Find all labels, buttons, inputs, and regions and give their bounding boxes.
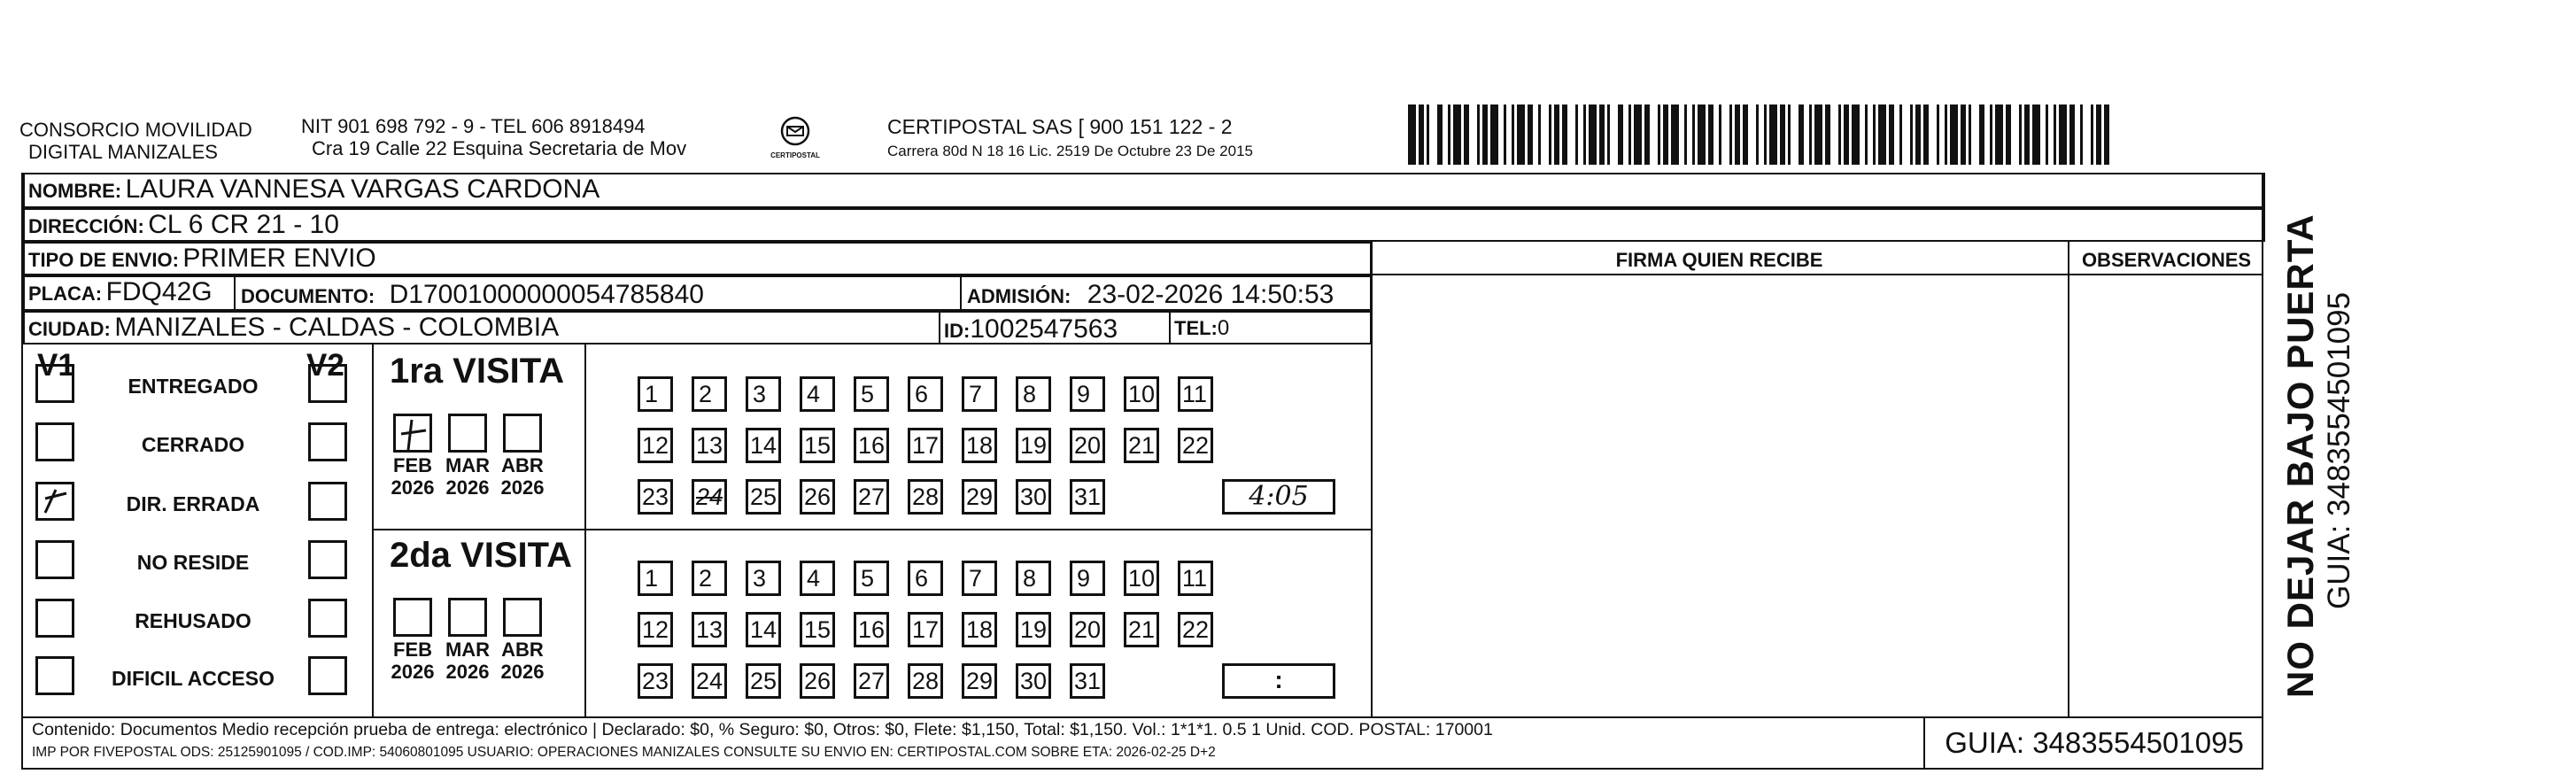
barcode-bar (2024, 104, 2030, 165)
visit1-day-box[interactable]: 27 (854, 479, 889, 515)
side-guia: GUIA: 3483554501095 (2322, 291, 2356, 609)
visit2-month-checkbox[interactable] (448, 598, 487, 637)
visit1-day-box[interactable]: 13 (692, 428, 727, 463)
visit2-day-box[interactable]: 18 (962, 612, 997, 647)
visit2-day-box[interactable]: 1 (638, 561, 673, 596)
visit2-day-box[interactable]: 16 (854, 612, 889, 647)
barcode-bar (2080, 104, 2083, 165)
barcode-bar (1814, 104, 1822, 165)
ciudad-label: CIUDAD: (28, 318, 111, 340)
v2-checkbox[interactable] (308, 599, 347, 638)
visit1-day-box[interactable]: 29 (962, 479, 997, 515)
visit2-day-box[interactable]: 11 (1178, 561, 1213, 596)
visit2-day-box[interactable]: 3 (746, 561, 781, 596)
barcode-bar (1437, 104, 1443, 165)
barcode-bar (1735, 104, 1740, 165)
visit1-month-checkbox[interactable] (448, 414, 487, 453)
barcode-bar (1729, 104, 1732, 165)
barcode-bar (2096, 104, 2101, 165)
barcode-bar (1995, 104, 2003, 165)
visit2-day-box[interactable]: 20 (1070, 612, 1105, 647)
nombre-row (23, 173, 2265, 208)
barcode-bar (1419, 104, 1424, 165)
visit2-month-name: FEB (393, 639, 432, 661)
barcode-bar (2006, 104, 2011, 165)
v2-checkbox[interactable] (308, 422, 347, 461)
admision-value: 23-02-2026 14:50:53 (1087, 280, 1334, 309)
v1-checkbox[interactable] (35, 422, 74, 461)
status-label: DIR. ERRADA (126, 492, 260, 515)
v2-checkbox[interactable] (308, 540, 347, 579)
visit2-month-name: MAR (445, 639, 491, 661)
id-field (944, 314, 1118, 344)
visit1-day-box[interactable]: 26 (800, 479, 835, 515)
visit1-day-box[interactable]: 11 (1178, 376, 1213, 412)
visit2-day-box[interactable]: 2 (692, 561, 727, 596)
v2-checkbox[interactable] (308, 364, 347, 403)
visit2-day-box[interactable]: 19 (1016, 612, 1051, 647)
check-mark-icon (38, 484, 73, 520)
v1-checkbox[interactable] (35, 656, 74, 695)
visit2-day-box[interactable]: 14 (746, 612, 781, 647)
barcode-bar (2046, 104, 2048, 165)
barcode-bar (1838, 104, 1841, 165)
barcode-bar (1945, 104, 1947, 165)
visit1-day-box[interactable]: 20 (1070, 428, 1105, 463)
visit2-day-box[interactable]: 30 (1016, 663, 1051, 699)
barcode-bar (1427, 104, 1429, 165)
visit2-month-checkbox[interactable] (503, 598, 542, 637)
visit2-day-box[interactable]: 17 (908, 612, 943, 647)
status-divider (372, 344, 374, 718)
barcode-bar (1910, 104, 1913, 165)
visit2-day-box[interactable]: 22 (1178, 612, 1213, 647)
company-name (19, 119, 252, 163)
logo-text: CERTIPOSTAL (770, 151, 820, 159)
firma-area[interactable] (1374, 277, 2066, 716)
documento-field (241, 280, 704, 310)
v1-checkbox[interactable] (35, 540, 74, 579)
barcode-bar (1799, 104, 1804, 165)
firma-label: FIRMA QUIEN RECIBE (1615, 249, 1823, 271)
visit2-day-box[interactable]: 23 (638, 663, 673, 699)
visit1-day-box[interactable]: 1 (638, 376, 673, 412)
barcode-bar (1599, 104, 1605, 165)
barcode-bar (1464, 104, 1469, 165)
barcode-bar (1979, 104, 1984, 165)
visit2-day-box[interactable]: 25 (746, 663, 781, 699)
visit2-day-box[interactable]: 13 (692, 612, 727, 647)
nombre-label: NOMBRE: (28, 180, 122, 202)
visit2-day-box[interactable]: 10 (1124, 561, 1159, 596)
status-label: ENTREGADO (128, 375, 259, 398)
visit2-day-box[interactable]: 9 (1070, 561, 1105, 596)
placa-divider (234, 275, 236, 311)
visit2-day-box[interactable]: 6 (908, 561, 943, 596)
observaciones-area[interactable] (2071, 277, 2262, 716)
barcode-bar (1453, 104, 1461, 165)
visit-divider (372, 529, 1372, 530)
barcode-bar (1769, 104, 1777, 165)
barcode (1408, 104, 2116, 165)
barcode-bar (1899, 104, 1902, 165)
visit1-day-box[interactable]: 4 (800, 376, 835, 412)
id-value: 1002547563 (970, 314, 1118, 344)
barcode-bar (1873, 104, 1876, 165)
barcode-bar (1825, 104, 1830, 165)
barcode-bar (1477, 104, 1480, 165)
visit2-day-box[interactable]: 12 (638, 612, 673, 647)
visit1-day-box[interactable]: 2 (692, 376, 727, 412)
tel-label: TEL: (1174, 317, 1218, 339)
visit1-day-box[interactable]: 7 (962, 376, 997, 412)
barcode-bar (1969, 104, 1971, 165)
visit2-day-box[interactable]: 21 (1124, 612, 1159, 647)
month-divider (584, 344, 586, 718)
visit1-day-box[interactable]: 17 (908, 428, 943, 463)
barcode-bar (1575, 104, 1578, 165)
address-line: Cra 19 Calle 22 Esquina Secretaria de Mov (312, 137, 687, 159)
logo-icon (777, 115, 813, 147)
visit2-day-box[interactable]: 4 (800, 561, 835, 596)
barcode-bar (1408, 104, 1416, 165)
visit2-title: 2da VISITA (390, 536, 572, 575)
placa-label: PLACA: (28, 283, 103, 305)
placa-value: FDQ42G (105, 277, 213, 306)
visit1-day-box[interactable]: 5 (854, 376, 889, 412)
visit1-day-box[interactable]: 30 (1016, 479, 1051, 515)
status-label: DIFICIL ACCESO (111, 667, 275, 690)
id-divider (939, 311, 940, 344)
barcode-bar (1937, 104, 1939, 165)
visit1-day-box[interactable]: 31 (1070, 479, 1105, 515)
barcode-bar (1448, 104, 1450, 165)
barcode-bar (1663, 104, 1668, 165)
barcode-bar (1990, 104, 1992, 165)
status-label: NO RESIDE (136, 551, 250, 574)
barcode-bar (1607, 104, 1610, 165)
barcode-bar (1756, 104, 1759, 165)
tipo-envio-value: PRIMER ENVIO (182, 244, 376, 273)
documento-label: DOCUMENTO: (241, 285, 375, 307)
delivery-grid (23, 344, 1372, 718)
barcode-bar (2091, 104, 2093, 165)
observaciones-label: OBSERVACIONES (2081, 249, 2252, 271)
barcode-bar (1764, 104, 1767, 165)
barcode-bar (1644, 104, 1650, 165)
id-label: ID: (944, 320, 971, 342)
barcode-bar (1692, 104, 1695, 165)
visit1-month-name: ABR (501, 454, 544, 476)
visit2-time-field[interactable]: : (1222, 663, 1335, 699)
barcode-bar (1961, 104, 1966, 165)
visit1-day-box[interactable]: 6 (908, 376, 943, 412)
barcode-bar (2069, 104, 2075, 165)
visit1-day-box[interactable]: 19 (1016, 428, 1051, 463)
visit2-month-year: 2026 (500, 661, 545, 683)
visit2-day-box[interactable]: 24 (692, 663, 727, 699)
certipostal-license: Carrera 80d N 18 16 Lic. 2519 De Octubre 23 De 2015 (887, 143, 1253, 159)
barcode-bar (1743, 104, 1748, 165)
visit2-day-box[interactable]: 15 (800, 612, 835, 647)
tipo-envio-row (23, 242, 1372, 275)
barcode-bar (1628, 104, 1631, 165)
certipostal-info (887, 115, 1253, 160)
v2-checkbox[interactable] (308, 482, 347, 521)
tipo-envio-label: TIPO DE ENVIO: (28, 249, 179, 271)
direccion-label: DIRECCIÓN: (28, 215, 144, 237)
v1-label: V1 (37, 348, 75, 383)
no-dejar-bajo-puerta: NO DEJAR BAJO PUERTA (2279, 213, 2321, 698)
nit-line: NIT 901 698 792 - 9 - TEL 606 8918494 (301, 115, 646, 137)
barcode-bar (1538, 104, 1541, 165)
visit1-day-box[interactable]: 23 (638, 479, 673, 515)
visit1-day-box[interactable]: 28 (908, 479, 943, 515)
visit2-month-year: 2026 (445, 661, 490, 683)
barcode-bar (1504, 104, 1506, 165)
visit2-month-year: 2026 (391, 661, 435, 683)
barcode-bar (1618, 104, 1623, 165)
certipostal-line: CERTIPOSTAL SAS [ 900 151 122 - 2 (887, 115, 1233, 138)
v1-checkbox[interactable] (35, 482, 74, 521)
barcode-bar (1517, 104, 1525, 165)
visit1-day-box[interactable]: 8 (1016, 376, 1051, 412)
visit1-day-box[interactable]: 3 (746, 376, 781, 412)
barcode-bar (2019, 104, 2022, 165)
visit2-day-box[interactable]: 28 (908, 663, 943, 699)
direccion-row (23, 208, 2265, 242)
visit2-day-box[interactable]: 26 (800, 663, 835, 699)
visit1-day-box[interactable]: 14 (746, 428, 781, 463)
v2-label: V2 (306, 348, 344, 383)
barcode-bar (1589, 104, 1597, 165)
barcode-bar (1671, 104, 1679, 165)
barcode-bar (2104, 104, 2109, 165)
barcode-bar (1915, 104, 1921, 165)
visit1-month-name: MAR (445, 454, 491, 476)
visit1-day-box[interactable]: 9 (1070, 376, 1105, 412)
status-label: CERRADO (141, 433, 245, 456)
visit2-day-box[interactable]: 29 (962, 663, 997, 699)
visit1-month-checkbox[interactable] (503, 414, 542, 453)
visit1-day-box[interactable]: 25 (746, 479, 781, 515)
barcode-bar (1698, 104, 1706, 165)
barcode-graphic (1408, 104, 2116, 165)
footer-imp-line: IMP POR FIVEPOSTAL ODS: 25125901095 / COD.IMP: 54060801095 USUARIO: OPERACIONES MANIZALES CONSULTE SU ENVIO EN: CERTIPOSTAL.COM SOBRE ETA: 2026-02-25 D+2 (32, 745, 1216, 760)
nombre-value: LAURA VANNESA VARGAS CARDONA (125, 174, 600, 204)
status-label: REHUSADO (135, 609, 251, 632)
visit1-month-year: 2026 (445, 476, 490, 499)
v1-checkbox[interactable] (35, 599, 74, 638)
direccion-value: CL 6 CR 21 - 10 (148, 210, 339, 239)
certipostal-logo (769, 115, 822, 159)
observaciones-divider (2068, 242, 2069, 718)
barcode-bar (1562, 104, 1567, 165)
visit2-day-box[interactable]: 27 (854, 663, 889, 699)
admision-divider (960, 275, 962, 311)
barcode-bar (1658, 104, 1660, 165)
barcode-bar (1878, 104, 1886, 165)
barcode-bar (1865, 104, 1868, 165)
visit2-day-box[interactable]: 7 (962, 561, 997, 596)
visit2-day-box[interactable]: 5 (854, 561, 889, 596)
barcode-bar (1844, 104, 1849, 165)
barcode-bar (1719, 104, 1721, 165)
visit1-day-box[interactable]: 18 (962, 428, 997, 463)
barcode-bar (1634, 104, 1642, 165)
barcode-bar (1809, 104, 1812, 165)
barcode-bar (2032, 104, 2040, 165)
visit1-day-box[interactable]: 22 (1178, 428, 1213, 463)
tel-divider (1169, 311, 1171, 344)
visit1-day-box[interactable]: 16 (854, 428, 889, 463)
barcode-bar (1490, 104, 1498, 165)
visit1-month-year: 2026 (391, 476, 435, 499)
barcode-bar (1780, 104, 1785, 165)
footer-contenido: Contenido: Documentos Medio recepción prueba de entrega: electrónico | Declarado: $0, % Seguro: $0, Otros: $0, Flete: $1,150, Total: $1,150. Vol.: 1*1*1. 0.5 1 Unid. COD. POSTAL: 170001 (32, 720, 1493, 739)
visit1-month-year: 2026 (500, 476, 545, 499)
ciudad-value: MANIZALES - CALDAS - COLOMBIA (114, 313, 560, 342)
visit1-day-box[interactable]: 10 (1124, 376, 1159, 412)
visit2-day-box[interactable]: 31 (1070, 663, 1105, 699)
barcode-bar (1950, 104, 1958, 165)
visit2-month-name: ABR (501, 639, 544, 661)
barcode-bar (1923, 104, 1929, 165)
admision-field (967, 280, 1334, 310)
barcode-bar (2054, 104, 2056, 165)
footer-guia: GUIA: 3483554501095 (1945, 726, 2244, 759)
barcode-bar (1528, 104, 1533, 165)
barcode-bar (1708, 104, 1713, 165)
check-mark-icon (396, 416, 431, 452)
v1-checkbox[interactable] (35, 364, 74, 403)
barcode-bar (1482, 104, 1488, 165)
barcode-bar (1684, 104, 1687, 165)
barcode-bar (1852, 104, 1860, 165)
visit1-day-box[interactable]: 15 (800, 428, 835, 463)
barcode-bar (2059, 104, 2067, 165)
visit2-day-box[interactable]: 8 (1016, 561, 1051, 596)
barcode-bar (1583, 104, 1586, 165)
documento-value: D17001000000054785840 (389, 280, 704, 309)
barcode-bar (1512, 104, 1514, 165)
visit1-month-name: FEB (393, 454, 432, 476)
visit1-day-box[interactable]: 12 (638, 428, 673, 463)
company-line-1: CONSORCIO MOVILIDAD (19, 119, 252, 141)
v2-checkbox[interactable] (308, 656, 347, 695)
barcode-bar (1549, 104, 1551, 165)
tel-field (1174, 316, 1229, 341)
admision-label: ADMISIÓN: (967, 285, 1071, 307)
barcode-bar (1788, 104, 1791, 165)
visit2-month-checkbox[interactable] (393, 598, 432, 637)
tel-value: 0 (1217, 316, 1230, 340)
visit1-title: 1ra VISITA (390, 352, 565, 391)
visit1-day-box[interactable]: 24 (692, 479, 727, 515)
barcode-bar (1554, 104, 1559, 165)
company-line-2: DIGITAL MANIZALES (28, 141, 218, 163)
visit1-day-box[interactable]: 21 (1124, 428, 1159, 463)
barcode-bar (1889, 104, 1894, 165)
visit1-month-checkbox[interactable] (393, 414, 432, 453)
company-contact (301, 115, 686, 159)
visit1-time-field[interactable]: 4:05 (1222, 479, 1335, 515)
